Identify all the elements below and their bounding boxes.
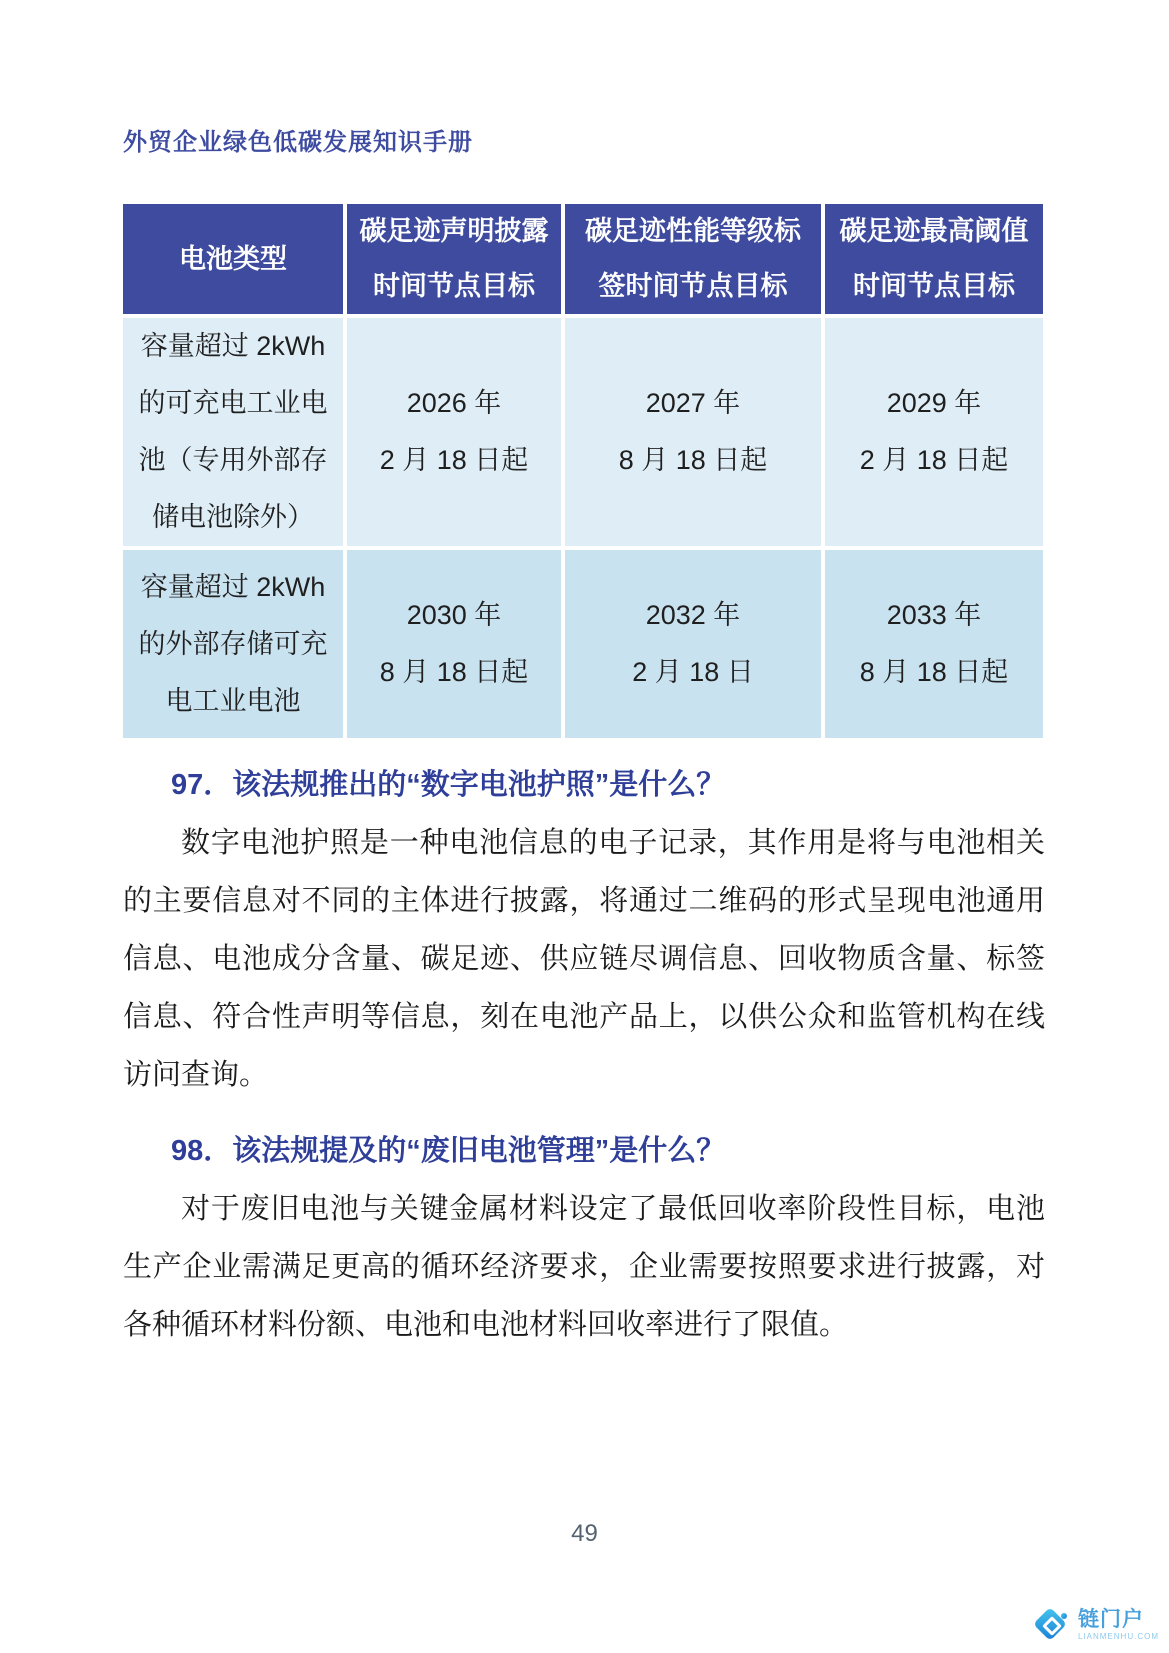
table-cell-row1-threshold-date — [825, 318, 1043, 546]
table-cell-row2-performance-date — [565, 550, 821, 738]
header-line: 碳足迹声明披露 — [359, 216, 549, 246]
cell-line: 2 月 18 日起 — [859, 445, 1009, 475]
cell-line: 2027 年 — [645, 388, 741, 418]
table-header-performance-label-target — [565, 204, 821, 314]
question-98-heading: 98．该法规提及的“废旧电池管理”是什么？ — [171, 1135, 726, 1167]
cell-line: 8 月 18 日起 — [618, 445, 768, 475]
table-header-battery-type — [123, 204, 343, 314]
question-97-answer-paragraph: 数字电池护照是一种电池信息的电子记录，其作用是将与电池相关的主要信息对不同的主体进行披露，将通过二维码的形式呈现电池通用信息、电池成分含量、碳足迹、供应链尽调信息、回收物质含量、标签信息、符合性声明等信息，刻在电池产品上，以供公众和监管机构在线访问查询。 — [123, 827, 1045, 1091]
header-line: 签时间节点目标 — [598, 271, 788, 301]
cell-line: 2033 年 — [886, 600, 982, 630]
cell-line: 容量超过 2kWh — [140, 571, 326, 602]
cell-line: 容量超过 2kWh — [140, 331, 326, 361]
question-98-answer-paragraph: 对于废旧电池与关键金属材料设定了最低回收率阶段性目标，电池生产企业需满足更高的循环经济要求，企业需要按照要求进行披露，对各种循环材料份额、电池和电池材料回收率进行了限值。 — [123, 1193, 1045, 1341]
cell-line: 的外部存储可充 — [138, 628, 328, 659]
header-line: 电池类型 — [179, 243, 287, 274]
cell-line: 2030 年 — [406, 600, 502, 630]
content-column — [123, 0, 1045, 1354]
table-header-max-threshold-target — [825, 204, 1043, 314]
logo-domain: LIANMENHU.COM — [1077, 1632, 1159, 1641]
header-line: 时间节点目标 — [373, 271, 535, 301]
logo-name: 链门户 — [1077, 1608, 1144, 1631]
cell-line: 2 月 18 日起 — [379, 445, 529, 475]
cell-line: 8 月 18 日起 — [379, 657, 529, 687]
header-line: 碳足迹最高阈值 — [839, 216, 1029, 246]
header-line: 时间节点目标 — [853, 271, 1015, 301]
logo-text — [1078, 1609, 1159, 1641]
header-line: 碳足迹性能等级标 — [585, 216, 801, 246]
cell-line: 2026 年 — [406, 388, 502, 418]
page-number: 49 — [571, 1520, 598, 1547]
table-cell-row2-declaration-date — [347, 550, 561, 738]
cell-line: 2029 年 — [886, 388, 982, 418]
cell-line: 电工业电池 — [165, 685, 301, 716]
question-97-heading: 97．该法规推出的“数字电池护照”是什么？ — [171, 769, 726, 801]
table-cell-row1-performance-date — [565, 318, 821, 546]
cell-line: 2 月 18 日 — [632, 657, 754, 687]
document-header-title: 外贸企业绿色低碳发展知识手册 — [123, 129, 473, 156]
cell-line: 池（专用外部存 — [138, 445, 328, 475]
battery-timeline-table — [123, 204, 1043, 738]
table-cell-row1-battery-type — [123, 318, 343, 546]
logo-dot — [1061, 1613, 1067, 1619]
cell-line: 的可充电工业电 — [138, 388, 328, 418]
lianmenhu-logo — [1034, 1608, 1159, 1642]
table-header-declaration-target — [347, 204, 561, 314]
table-cell-row2-threshold-date — [825, 550, 1043, 738]
logo-diamond-icon — [1034, 1608, 1068, 1642]
table-cell-row2-battery-type — [123, 550, 343, 738]
cell-line: 8 月 18 日起 — [859, 657, 1009, 687]
cell-line: 2032 年 — [645, 600, 741, 630]
cell-line: 储电池除外） — [152, 502, 314, 532]
table-cell-row1-declaration-date — [347, 318, 561, 546]
